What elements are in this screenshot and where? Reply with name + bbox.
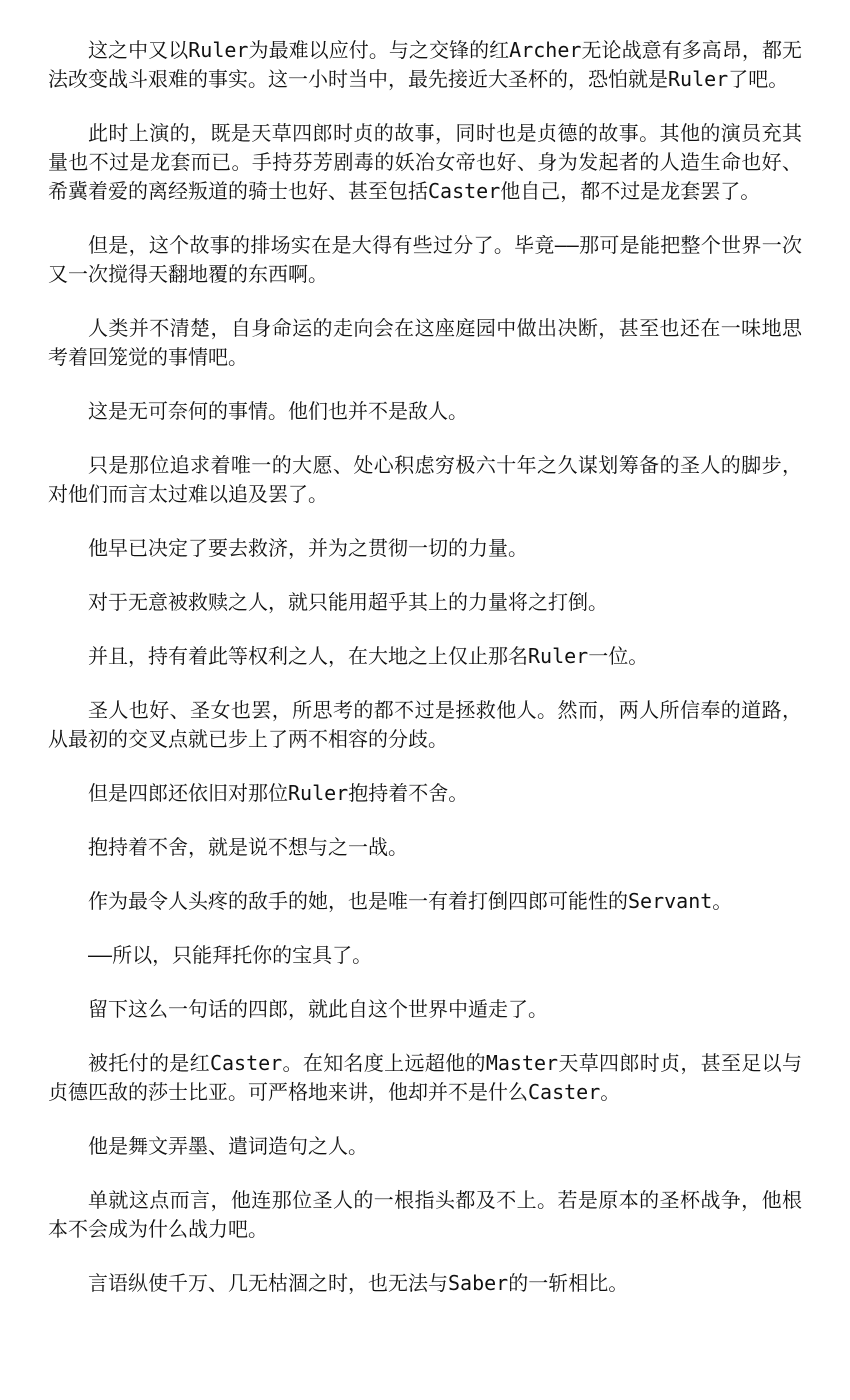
paragraph: 只是那位追求着唯一的大愿、处心积虑穷极六十年之久谋划筹备的圣人的脚步，对他们而言太过难以追及罢了。: [48, 453, 802, 506]
paragraph: 抱持着不舍，就是说不想与之一战。: [88, 835, 408, 859]
paragraph: 圣人也好、圣女也罢，所思考的都不过是拯救他人。然而，两人所信奉的道路，从最初的交叉点就已步上了两不相容的分歧。: [48, 698, 802, 751]
paragraph: 这之中又以Ruler为最难以应付。与之交锋的红Archer无论战意有多高昂，都无法改变战斗艰难的事实。这一小时当中，最先接近大圣杯的，恐怕就是Ruler了吧。: [48, 38, 802, 91]
paragraph: ——所以，只能拜托你的宝具了。: [88, 943, 373, 967]
paragraph: 被托付的是红Caster。在知名度上远超他的Master天草四郎时贞，甚至足以与贞德匹敌的莎士比亚。可严格地来讲，他却并不是什么Caster。: [48, 1051, 802, 1104]
paragraph: 并且，持有着此等权利之人，在大地之上仅止那名Ruler一位。: [88, 644, 649, 668]
paragraph: 留下这么一句话的四郎，就此自这个世界中遁走了。: [88, 997, 548, 1021]
paragraph: 对于无意被救赎之人，就只能用超乎其上的力量将之打倒。: [88, 590, 608, 614]
paragraph: 他早已决定了要去救济，并为之贯彻一切的力量。: [88, 536, 528, 560]
paragraph: 单就这点而言，他连那位圣人的一根指头都及不上。若是原本的圣杯战争，他根本不会成为什么战力吧。: [48, 1188, 802, 1241]
paragraph: 人类并不清楚，自身命运的走向会在这座庭园中做出决断，甚至也还在一味地思考着回笼觉的事情吧。: [48, 316, 802, 369]
paragraph: 此时上演的，既是天草四郎时贞的故事，同时也是贞德的故事。其他的演员充其量也不过是龙套而已。手持芬芳剧毒的妖冶女帝也好、身为发起者的人造生命也好、希冀着爱的离经叛道的骑士也好、甚至包括Caster他自己，都不过是龙套罢了。: [48, 121, 802, 203]
paragraph: 但是，这个故事的排场实在是大得有些过分了。毕竟——那可是能把整个世界一次又一次搅得天翻地覆的东西啊。: [48, 233, 802, 286]
paragraph: 他是舞文弄墨、遣词造句之人。: [88, 1134, 368, 1158]
paragraph: 言语纵使千万、几无枯涸之时，也无法与Saber的一斩相比。: [88, 1271, 629, 1295]
paragraph: 这是无可奈何的事情。他们也并不是敌人。: [88, 399, 468, 423]
paragraph: 但是四郎还依旧对那位Ruler抱持着不舍。: [88, 781, 469, 805]
paragraph: 作为最令人头疼的敌手的她，也是唯一有着打倒四郎可能性的Servant。: [88, 889, 733, 913]
